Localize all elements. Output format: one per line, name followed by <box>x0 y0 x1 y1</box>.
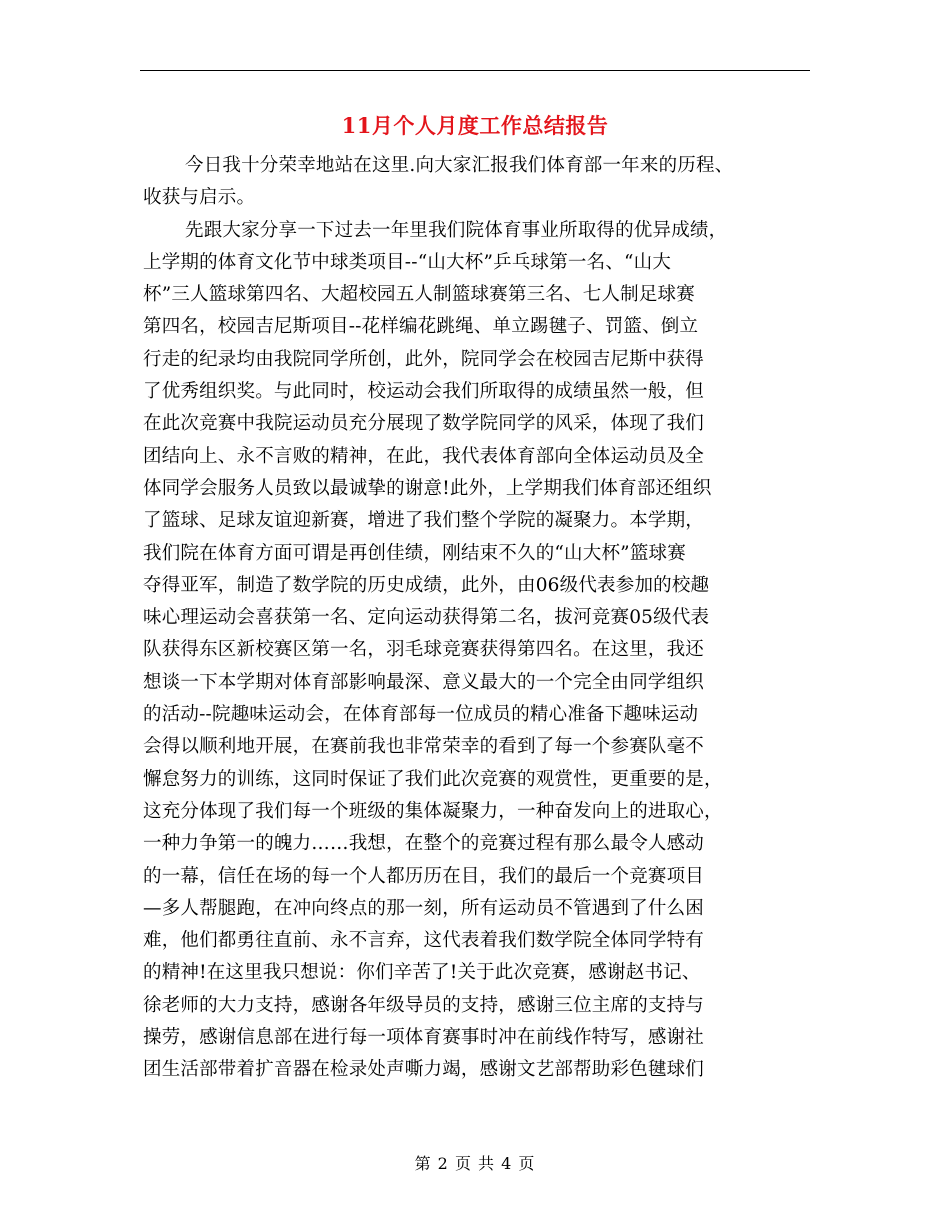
paragraph-line: —多人帮腿跑，在冲向终点的那一刻，所有运动员不管遇到了什么困 <box>143 897 705 919</box>
paragraph-line: 会得以顺利地开展，在赛前我也非常荣幸的看到了每一个参赛队毫不 <box>143 736 705 758</box>
paragraph-line: 操劳，感谢信息部在进行每一项体育赛事时冲在前线作特写，感谢社 <box>143 1027 705 1049</box>
paragraph-line: 想谈一下本学期对体育部影响最深、意义最大的一个完全由同学组织 <box>143 671 705 693</box>
page-number: 第 2 页 共 4 页 <box>414 1154 536 1173</box>
header-rule <box>140 70 810 71</box>
paragraph-line: 难，他们都勇往直前、永不言弃，这代表着我们数学院全体同学特有 <box>143 930 705 952</box>
paragraph-line: 一种力争第一的魄力……我想，在整个的竞赛过程有那么最令人感动 <box>143 833 705 855</box>
paragraph-line: 味心理运动会喜获第一名、定向运动获得第二名，拔河竞赛05级代表 <box>143 607 710 629</box>
paragraph-line: 的一幕，信任在场的每一个人都历历在目，我们的最后一个竞赛项目 <box>143 865 705 887</box>
paragraph-line: 的活动--院趣味运动会，在体育部每一位成员的精心准备下趣味运动 <box>143 704 699 726</box>
paragraph-line: 先跟大家分享一下过去一年里我们院体育事业所取得的优异成绩， <box>185 219 728 241</box>
paragraph-line: 团生活部带着扩音器在检录处声嘶力竭，感谢文艺部帮助彩色毽球们 <box>143 1059 705 1081</box>
paragraph-line: 了篮球、足球友谊迎新赛，增进了我们整个学院的凝聚力。本学期， <box>143 510 705 532</box>
paragraph-line: 夺得亚军，制造了数学院的历史成绩，此外，由06级代表参加的校趣 <box>143 574 710 596</box>
paragraph-line: 收获与启示。 <box>143 187 256 209</box>
paragraph-line: 上学期的体育文化节中球类项目--“山大杯”乒乓球第一名、“山大 <box>143 251 672 273</box>
paragraph-line: 杯”三人篮球第四名、大超校园五人制篮球赛第三名、七人制足球赛 <box>143 284 695 306</box>
paragraph-line: 徐老师的大力支持，感谢各年级导员的支持，感谢三位主席的支持与 <box>143 994 705 1016</box>
paragraph-line: 这充分体现了我们每一个班级的集体凝聚力，一种奋发向上的进取心， <box>143 800 723 822</box>
paragraph-line: 第四名，校园吉尼斯项目--花样编花跳绳、单立踢毽子、罚篮、倒立 <box>143 316 699 338</box>
document-body <box>143 150 843 1087</box>
paragraph-line: 了优秀组织奖。与此同时，校运动会我们所取得的成绩虽然一般，但 <box>143 381 705 403</box>
paragraph-line: 团结向上、永不言败的精神，在此，我代表体育部向全体运动员及全 <box>143 445 705 467</box>
paragraph-line: 行走的纪录均由我院同学所创，此外，院同学会在校园吉尼斯中获得 <box>143 348 705 370</box>
paragraph-line: 今日我十分荣幸地站在这里.向大家汇报我们体育部一年来的历程、 <box>185 155 734 176</box>
paragraph-line: 在此次竞赛中我院运动员充分展现了数学院同学的风采，体现了我们 <box>143 413 705 435</box>
paragraph-line: 队获得东区新校赛区第一名，羽毛球竞赛获得第四名。在这里，我还 <box>143 639 705 661</box>
paragraph-line: 懈怠努力的训练，这同时保证了我们此次竞赛的观赏性，更重要的是， <box>143 768 723 790</box>
document-title: 11月个人月度工作总结报告 <box>341 113 609 138</box>
paragraph-line: 我们院在体育方面可谓是再创佳绩，刚结束不久的“山大杯”篮球赛 <box>143 542 686 564</box>
paragraph-line: 的精神!在这里我只想说：你们辛苦了!关于此次竞赛，感谢赵书记、 <box>143 962 701 984</box>
paragraph-line: 体同学会服务人员致以最诚挚的谢意!此外，上学期我们体育部还组织 <box>143 477 712 499</box>
